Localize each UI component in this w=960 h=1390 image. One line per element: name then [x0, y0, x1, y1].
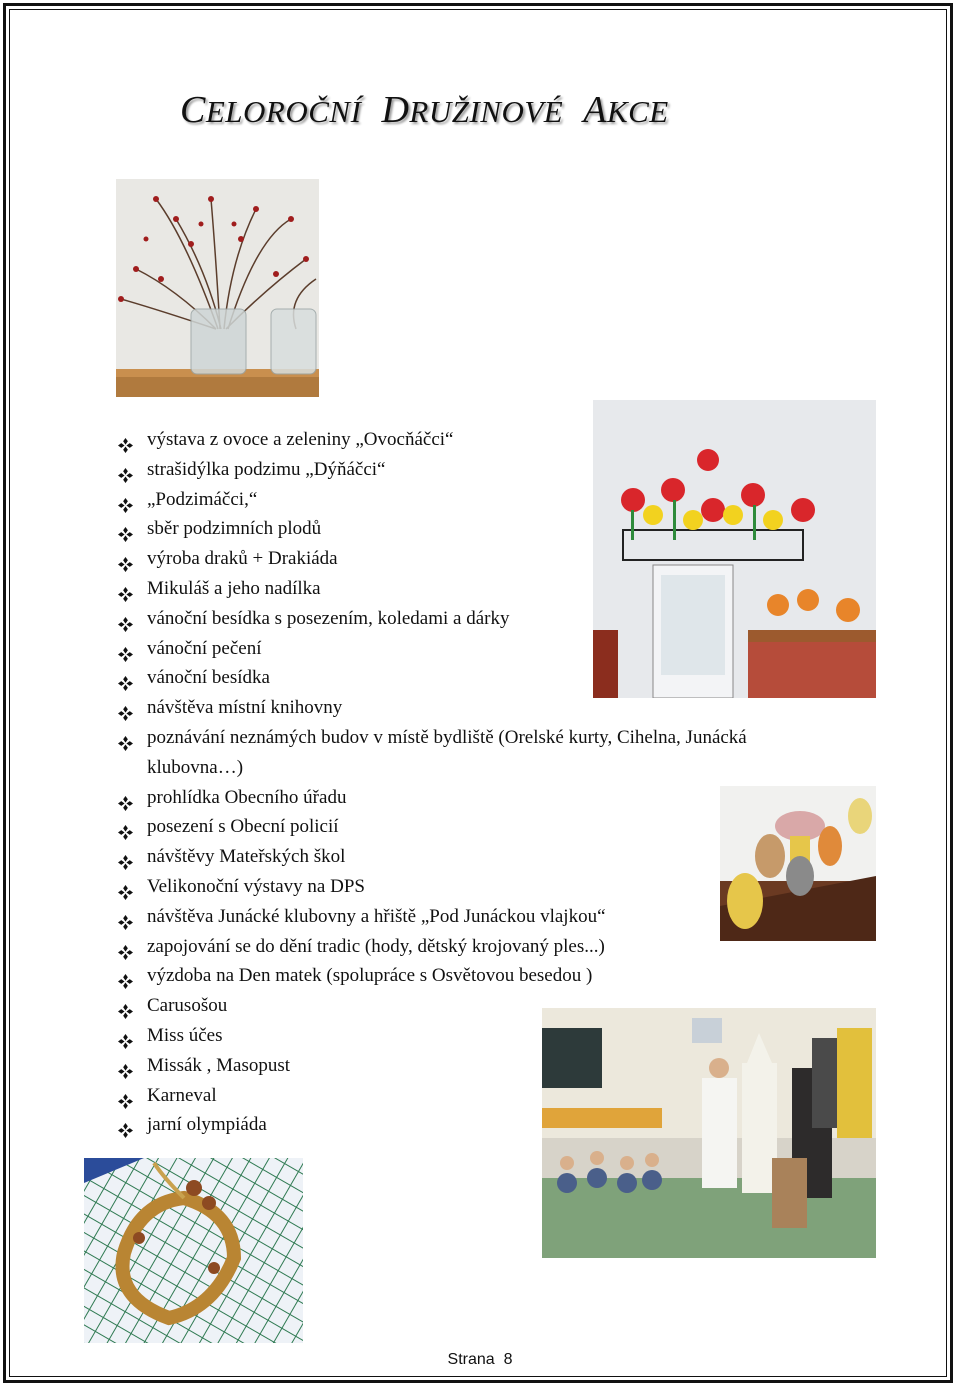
four-diamond-bullet-icon — [118, 850, 133, 865]
list-item: vánoční pečení — [118, 634, 818, 664]
footer-label: Strana — [447, 1351, 495, 1368]
four-diamond-bullet-icon — [118, 671, 133, 686]
page-footer — [0, 1351, 960, 1369]
list-item: výzdoba na Den matek (spolupráce s Osvětovou besedou ) — [118, 961, 818, 991]
four-diamond-bullet-icon — [118, 433, 133, 448]
list-item: návštěva Junácké klubovny a hřiště „Pod Junáckou vlajkou“ — [118, 902, 818, 932]
four-diamond-bullet-icon — [118, 493, 133, 508]
list-item: zapojování se do dění tradic (hody, dětský krojovaný ples...) — [118, 932, 818, 962]
four-diamond-bullet-icon — [118, 910, 133, 925]
list-item: výstava z ovoce a zeleniny „Ovocňáčci“ — [118, 425, 818, 455]
four-diamond-bullet-icon — [118, 999, 133, 1014]
four-diamond-bullet-icon — [118, 552, 133, 567]
page-title: CELOROČNÍ DRUŽINOVÉ AKCE — [180, 89, 669, 131]
four-diamond-bullet-icon — [118, 880, 133, 895]
four-diamond-bullet-icon — [118, 1059, 133, 1074]
four-diamond-bullet-icon — [118, 1089, 133, 1104]
events-list — [118, 425, 818, 1140]
four-diamond-bullet-icon — [118, 1118, 133, 1133]
four-diamond-bullet-icon — [118, 1029, 133, 1044]
page-number: 8 — [503, 1351, 513, 1368]
photo-leaf-wreath — [84, 1158, 303, 1343]
four-diamond-bullet-icon — [118, 969, 133, 984]
photo-rosehip-vases — [116, 179, 319, 397]
list-item: poznávání neznámých budov v místě bydliště (Orelské kurty, Cihelna, Junácká klubovna…) — [118, 723, 818, 783]
list-item: strašidýlka podzimu „Dýňáčci“ — [118, 455, 818, 485]
list-item: Mikuláš a jeho nadílka — [118, 574, 818, 604]
list-item: Carusošou — [118, 991, 818, 1021]
list-item: posezení s Obecní policií — [118, 812, 818, 842]
four-diamond-bullet-icon — [118, 731, 133, 746]
list-item: návštěva místní knihovny — [118, 693, 818, 723]
list-item: Missák , Masopust — [118, 1051, 818, 1081]
four-diamond-bullet-icon — [118, 612, 133, 627]
list-item: vánoční besídka s posezením, koledami a dárky — [118, 604, 818, 634]
list-item: vánoční besídka — [118, 663, 818, 693]
list-item: sběr podzimních plodů — [118, 514, 818, 544]
list-item: výroba draků + Drakiáda — [118, 544, 818, 574]
list-item: Velikonoční výstavy na DPS — [118, 872, 818, 902]
four-diamond-bullet-icon — [118, 701, 133, 716]
four-diamond-bullet-icon — [118, 582, 133, 597]
four-diamond-bullet-icon — [118, 820, 133, 835]
list-item: „Podzimáčci,“ — [118, 485, 818, 515]
four-diamond-bullet-icon — [118, 642, 133, 657]
list-item: Miss účes — [118, 1021, 818, 1051]
list-item: Karneval — [118, 1081, 818, 1111]
four-diamond-bullet-icon — [118, 940, 133, 955]
list-item: prohlídka Obecního úřadu — [118, 783, 818, 813]
list-item: jarní olympiáda — [118, 1110, 818, 1140]
four-diamond-bullet-icon — [118, 522, 133, 537]
four-diamond-bullet-icon — [118, 463, 133, 478]
four-diamond-bullet-icon — [118, 791, 133, 806]
list-item: návštěvy Mateřských škol — [118, 842, 818, 872]
